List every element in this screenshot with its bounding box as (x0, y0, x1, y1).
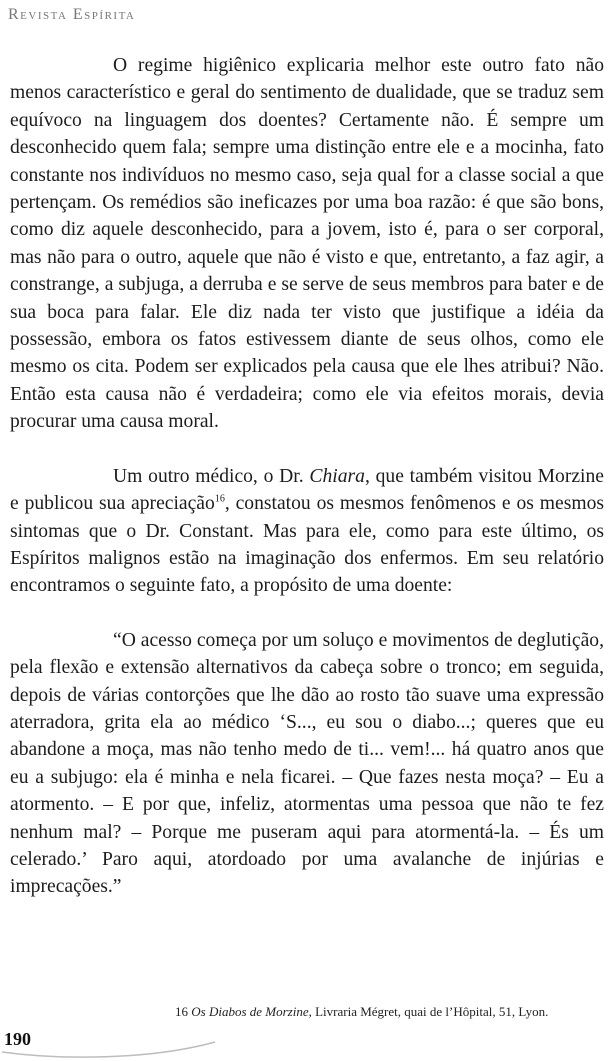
footnote-number: 16 (175, 1004, 188, 1019)
footnote (175, 1004, 595, 1020)
running-head: Revista Espírita (8, 6, 136, 23)
footnote-title: Os Diabos de Morzine (191, 1004, 309, 1019)
paragraph-3-quote: “O acesso começa por um soluço e movimentos de deglutição, pela flexão e extensão alternativos da cabeça sobre o tronco; em seguida, depois de várias contorções que lhe dão ao rosto tão suave uma expressão aterradora, grita ela ao médico ‘S..., eu sou o diabo...; queres que eu abandone a moça, mas não tenho medo de ti... vem!... há quatro anos que eu a subjugo: ela é minha e nela ficarei. – Que fazes nesta moça? – Eu a atormento. – E por que, infeliz, atormentas uma pessoa que não te fez nenhum mal? – Porque me puseram aqui para atormentá-la. – És um celerado.’ Paro aqui, atordoado por uma avalanche de injúrias e imprecações.” (10, 629, 604, 898)
page-body (10, 52, 604, 901)
paragraph-2-text-b: , que também visitou Morzine e publicou sua apreciação (10, 465, 604, 515)
footnote-details: , Livraria Mégret, quai de l’Hôpital, 51, Lyon. (308, 1004, 549, 1019)
page-number-swoosh-decoration (0, 1030, 220, 1060)
paragraph-2-text-a: Um outro médico, o Dr. (113, 465, 310, 487)
page-number: 190 (4, 1029, 31, 1049)
paragraph-2 (10, 463, 604, 600)
paragraph-1: O regime higiênico explicaria melhor este outro fato não menos característico e geral do sentimento de dualidade, que se traduz sem equívoco na linguagem dos doentes? Certamente não. É sempre um desconhecido quem fala; sempre uma distinção entre ele e a mocinha, fato constante nos indivíduos no mesmo caso, seja qual for a classe social a que pertençam. Os remédios são ineficazes por uma boa razão: é que são bons, como diz aquele desconhecido, para a jovem, isto é, para o ser corporal, mas não para o outro, aquele que não é visto e que, entretanto, a faz agir, a constrange, a subjuga, a derruba e se serve de seus membros para bater e de sua boca para falar. Ele diz nada ter visto que justifique a idéia da possessão, embora os fatos estivessem diante de seus olhos, como ele mesmo os cita. Podem ser explicados pela causa que ele lhes atribui? Não. Então esta causa não é verdadeira; como ele via efeitos morais, devia procurar uma causa moral. (10, 55, 604, 433)
paragraph-2-text-c: , constatou os mesmos fenômenos e os mesmos sintomas que o Dr. Constant. Mas para ele, como para este último, os Espíritos malignos estão na imaginação dos enfermos. Em seu relatório encontramos o seguinte fato, a propósito de uma doente: (10, 493, 605, 597)
footnote-reference[interactable]: 16 (214, 493, 225, 505)
doctor-name-chiara: Chiara (309, 465, 365, 487)
